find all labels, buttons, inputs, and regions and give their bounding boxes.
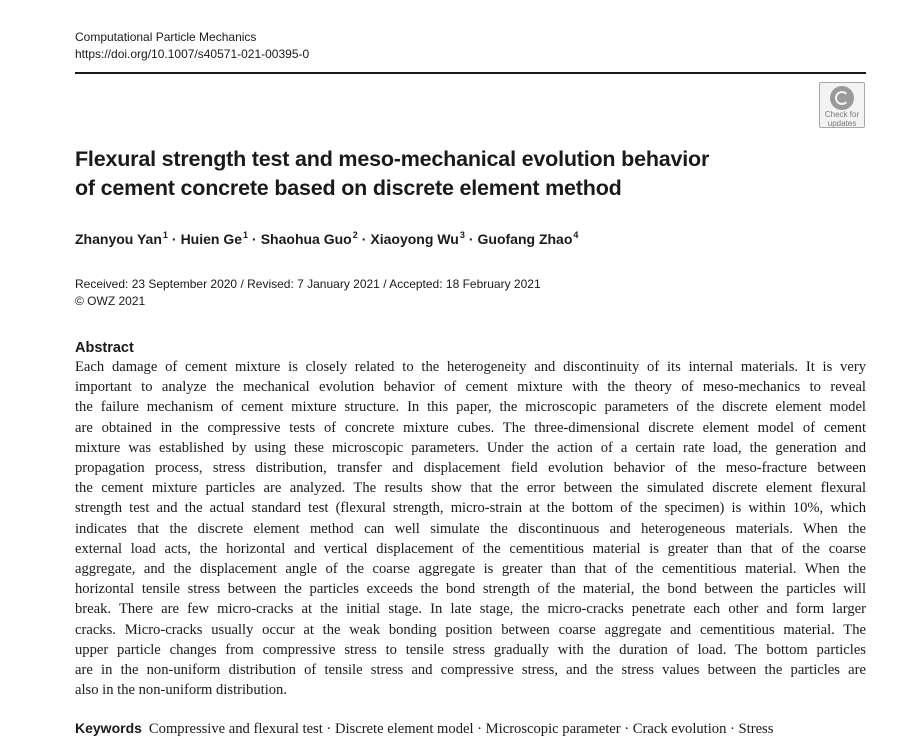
publication-dates: Received: 23 September 2020 / Revised: 7 January 2021 / Accepted: 18 February 2021 [75,277,541,291]
keywords-text: Compressive and flexural test · Discrete element model · Microscopic parameter · Crack evolution · Stress [148,721,774,737]
author-separator: · [361,231,367,247]
author-name: Xiaoyong Wu [370,231,459,247]
author-name: Shaohua Guo [260,231,352,247]
abstract-line: strength test and the actual standard test (flexural strength, micro-strain at the bottom of the specimen) is within 10%, which [75,500,866,517]
article-title [75,145,775,203]
abstract-line: are in the non-uniform distribution of tensile stress and compressive stress, and the stress values between the particles are [75,662,866,679]
copyright: © OWZ 2021 [75,294,146,308]
doi-link[interactable]: https://doi.org/10.1007/s40571-021-00395-0 [75,47,310,61]
author-affiliation: 2 [352,230,358,240]
abstract-line: also in the non-uniform distribution. [75,682,287,699]
title-line-2: of cement concrete based on discrete element method [75,176,622,200]
author-list [75,229,578,249]
abstract-line: horizontal tensile stress between the particles exceeds the bond strength of the material, the bond between the particles will [75,581,866,598]
author-separator: · [171,231,177,247]
abstract-line: propagation process, stress distribution, transfer and displacement field evolution behavior of the meso-fracture between [75,460,866,477]
badge-line-1: Check for [824,110,860,119]
title-line-1: Flexural strength test and meso-mechanical evolution behavior [75,147,710,171]
abstract-line: aggregate, and the displacement angle of the coarse aggregate is greater than that of the cementitious material. When the [75,561,866,578]
author-name: Zhanyou Yan [75,231,162,247]
abstract-line: break. There are few micro-cracks at the initial stage. In late stage, the micro-cracks penetrate each other and form larger [75,601,866,618]
abstract-line: Each damage of cement mixture is closely related to the heterogeneity and discontinuity of its internal materials. It is very [75,359,866,375]
abstract-line: cracks. Micro-cracks usually occur at the weak bonding position between coarse aggregate and cementitious material. The [75,621,866,638]
author[interactable] [370,231,464,247]
author-name: Huien Ge [180,231,243,247]
author[interactable] [75,231,168,247]
author[interactable] [478,231,579,247]
abstract-line: the failure mechanism of cement mixture structure. In this paper, the microscopic parameters of the discrete element model [75,399,866,416]
keywords-label: Keywords [75,720,142,736]
abstract-line: indicates that the discrete element method can well simulate the discontinuous and heterogeneous materials. When the [75,520,866,537]
abstract-heading: Abstract [75,340,134,356]
author[interactable] [261,231,358,247]
journal-name: Computational Particle Mechanics [75,30,257,44]
author-affiliation: 1 [243,230,249,240]
header-divider [75,72,866,74]
keywords [75,717,773,740]
abstract-line: the cement mixture particles are analyzed. The results show that the error between the simulated discrete element flexural [75,480,866,497]
abstract-line: external load acts, the horizontal and vertical displacement of the cementitious material is greater than that of the coarse [75,540,866,557]
abstract-line: are obtained in the compressive tests of concrete mixture cubes. The three-dimensional discrete element model of cement [75,419,866,436]
badge-line-2: updates [827,119,857,128]
author[interactable] [181,231,248,247]
abstract-line: mixture was established by using these microscopic parameters. Under the action of a certain rate load, the generation and [75,439,866,456]
author-separator: · [252,231,257,247]
author-separator: · [468,231,474,247]
author-name: Guofang Zhao [477,231,573,247]
check-for-updates-badge[interactable] [819,82,865,128]
author-affiliation: 1 [162,230,168,240]
author-affiliation: 3 [459,230,465,240]
abstract-line: upper particle changes from compressive stress to tensile stress gradually with the duration of load. The bottom particles [75,641,866,658]
author-affiliation: 4 [573,230,579,240]
abstract-line: important to analyze the mechanical evolution behavior of cement mixture with the theory of meso-mechanics to reveal [75,379,866,396]
check-for-updates-icon [830,86,854,110]
abstract-body [75,357,866,700]
